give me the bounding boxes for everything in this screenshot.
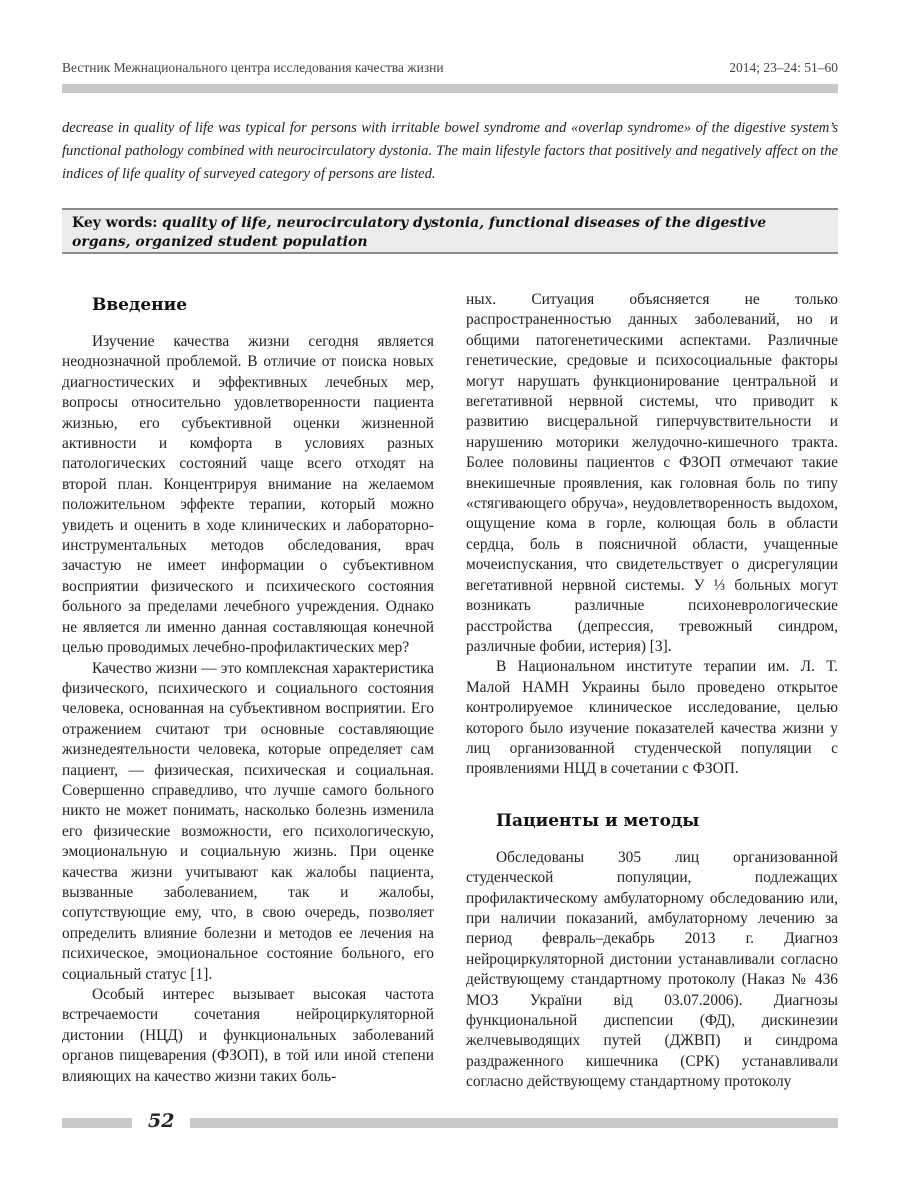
keywords-box [62,208,838,254]
footer-right-bar [190,1118,838,1128]
paragraph: Обследованы 305 лиц организованной студенческой популяции, подлежащих профилактическому амбулаторному обследованию или, при наличии показаний, амбулаторному лечению за период февраль–декабрь 2013 г. Диагноз нейроциркуляторной дистонии устанавливали согласно действующему стандартному протоколу (Наказ № 436 МОЗ України від 03.07.2006). Диагнозы функциональной диспепсии (ФД), дискинезии желчевыводящих путей (ДЖВП) и синдрома раздраженного кишечника (СРК) устанавливали согласно действующему стандартному протоколу [466,848,838,1091]
paragraph: Качество жизни — это комплексная характеристика физического, психического и социального состояния человека, основанная на субъективном восприятии. Его отражением считают три основные составляющие жизнедеятельности человека, которые определяет сам пациент, — физическая, психическая и социальная. Совершенно справедливо, что лучше самого больного никто не может понимать, насколько болезнь изменила его физические возможности, его психологическую, эмоциональную и социальную жизнь. При оценке качества жизни учитывают как жалобы пациента, вызванные заболеванием, так и жалобы, сопутствующие ему, что, в свою очередь, позволяет определить влияние болезни и методов ее лечения на психическое, эмоциональное состояние больного, его социальный статус [1]. [62,659,434,983]
abstract-continuation: decrease in quality of life was typical for persons with irritable bowel syndrome and «overlap syndrome» of the digestive system’s functional pathology combined with neurocirculatory dystonia. The main lifestyle factors that positively and negatively affect on the indices of life quality of surveyed category of persons are listed. [62,120,838,182]
paragraph: Изучение качества жизни сегодня является неоднозначной проблемой. В отличие от поиска новых диагностических и эффективных лечебных мер, вопросы относительно удовлетворенности пациента жизнью, его субъективной оценки жизненной активности и комфорта в условиях разных патологических состояний чаще всего отходят на второй план. Концентрируя внимание на желаемом положительном эффекте терапии, который можно увидеть и оценить в ходе клинических и лабораторно-инструментальных методов обследования, врач зачастую не имеет информации о субъективном восприятии физического и психического состояния больного за пределами лечебного учреждения. Однако не является ли именно данная составляющая конечной целью проводимых лечебно-профилактических мер? [62,333,434,657]
section-heading-introduction: Введение [92,295,188,315]
citation-info: 2014; 23–24: 51–60 [729,60,838,75]
running-header [62,60,838,78]
right-column [466,290,838,1093]
journal-title: Вестник Межнационального центра исследования качества жизни [62,60,444,75]
paragraph: Особый интерес вызывает высокая частота встречаемости сочетания нейроциркуляторной дистонии (НЦД) и функциональных заболеваний органов пищеварения (ФЗОП), в той или иной степени влияющих на качество жизни таких боль- [62,986,434,1085]
keywords-text: quality of life, neurocirculatory dystonia, functional diseases of the digestive organs, organized student population [72,215,767,250]
paragraph: В Национальном институте терапии им. Л. Т. Малой НАМН Украины было проведено открытое контролируемое клиническое исследование, целью которого было изучение показателей качества жизни у лиц организованной студенческой популяции с проявлениями НЦД в сочетании с ФЗОП. [466,658,838,778]
header-rule [62,84,838,93]
paragraph-continued: ных. Ситуация объясняется не только распространенностью данных заболеваний, но и общими патогенетическими аспектами. Различные генетические, средовые и психосоциальные факторы могут нарушать функционирование центральной и вегетативной нервной системы, что приводит к развитию висцеральной гиперчувствительности и нарушению моторики желудочно-кишечного тракта. Более половины пациентов с ФЗОП отмечают такие внекишечные проявления, как головная боль по типу «стягивающего обруча», неудовлетворенность выдохом, ощущение кома в горле, колющая боль в области сердца, боль в поясничной области, учащенные мочеиспускания, что свидетельствует о дисрегуляции вегетативной нервной системы. У ⅓ больных могут возникать различные психоневрологические расстройства (депрессия, тревожный синдром, различные фобии, истерия) [3]. [466,291,838,655]
keywords-label: Key words: [72,215,158,231]
footer-left-bar [62,1118,132,1128]
page-number: 52 [148,1110,175,1132]
section-heading-methods: Пациенты и методы [496,810,700,831]
left-column [62,290,434,1087]
